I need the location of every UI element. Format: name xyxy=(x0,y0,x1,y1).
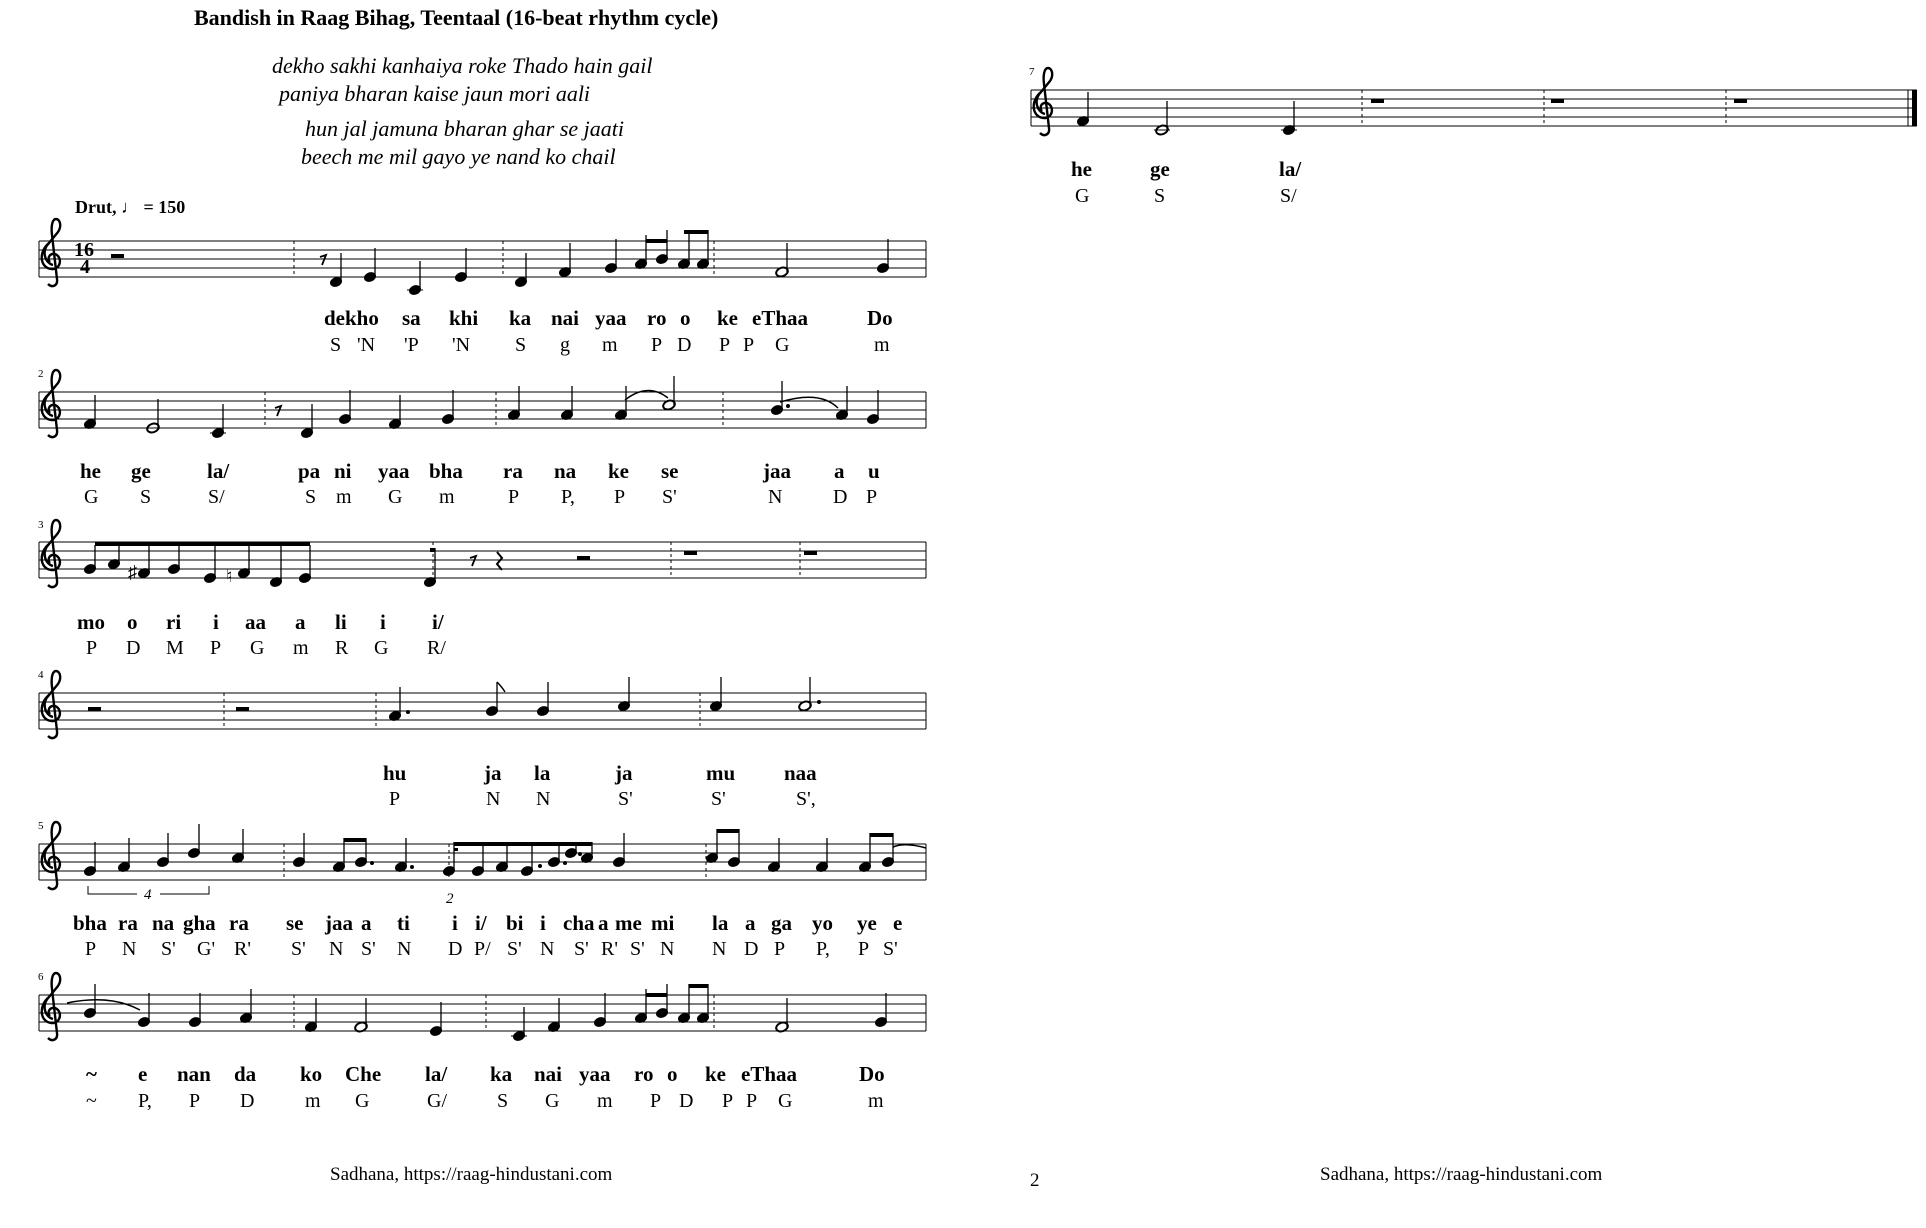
sharp-icon: ♯ xyxy=(128,562,137,582)
syllable: he xyxy=(80,459,101,483)
measure-number: 4 xyxy=(38,669,44,681)
swara: S' xyxy=(507,938,522,960)
footer-credit-right: Sadhana, https://raag-hindustani.com xyxy=(1320,1164,1603,1185)
syllable: gha xyxy=(183,911,216,935)
measure-number: 6 xyxy=(38,971,44,983)
syllable: yo xyxy=(812,911,833,935)
swara: P xyxy=(651,334,663,356)
syllable: ja xyxy=(484,761,502,785)
syllable: ye xyxy=(857,911,877,935)
syllable: bha xyxy=(429,459,463,483)
syllable: o xyxy=(680,306,691,330)
syllable: la/ xyxy=(207,459,230,483)
staff-system-6 xyxy=(39,973,926,1042)
swara: m xyxy=(305,1090,321,1112)
swara: 'N xyxy=(357,334,376,356)
syllable: la/ xyxy=(425,1062,448,1086)
swara: m xyxy=(874,334,890,356)
syllable: ri xyxy=(166,610,182,634)
syllable: Do xyxy=(867,306,893,330)
syllable: cha xyxy=(563,911,595,935)
swara: P xyxy=(210,637,222,659)
swara: g xyxy=(560,334,570,356)
swara: D xyxy=(679,1090,694,1112)
syllable: nai xyxy=(534,1062,563,1086)
tempo-label: Drut, xyxy=(75,197,117,217)
swara: S xyxy=(140,486,152,508)
swara: R xyxy=(335,637,349,659)
syllable: a xyxy=(834,459,845,483)
swara: S', xyxy=(796,788,816,810)
syllable: la xyxy=(712,911,729,935)
syllable: ra xyxy=(503,459,523,483)
syllable: ke xyxy=(717,306,738,330)
staff-system-7 xyxy=(1031,68,1917,136)
swara: 'P xyxy=(404,334,419,356)
syllable: nai xyxy=(551,306,580,330)
swara: R/ xyxy=(427,637,446,659)
syllable: mu xyxy=(706,761,736,785)
syllable: pa xyxy=(298,459,321,483)
syllable: se xyxy=(661,459,679,483)
swara: R' xyxy=(601,938,618,960)
swara: G xyxy=(1075,185,1090,207)
syllable: i xyxy=(452,911,458,935)
swara: M xyxy=(166,637,184,659)
tempo-value: = 150 xyxy=(143,197,186,217)
syllable: dekho xyxy=(324,306,379,330)
swara: D xyxy=(448,938,463,960)
swara: P xyxy=(85,938,97,960)
syllable: a xyxy=(361,911,372,935)
swara: P xyxy=(189,1090,201,1112)
syllable: u xyxy=(868,459,880,483)
swara: D xyxy=(677,334,692,356)
syllable: ga xyxy=(771,911,792,935)
time-sig-top: 16 xyxy=(74,239,94,261)
syllable: khi xyxy=(449,306,479,330)
swara: G xyxy=(775,334,790,356)
swara: S' xyxy=(883,938,898,960)
swara: S/ xyxy=(208,486,225,508)
swara: G xyxy=(374,637,389,659)
swara: D xyxy=(126,637,141,659)
syllable: yaa xyxy=(595,306,627,330)
swara: N xyxy=(660,938,675,960)
swara: S' xyxy=(574,938,589,960)
swara: ~ xyxy=(86,1090,97,1112)
syllable: i/ xyxy=(432,610,444,634)
syllable: i xyxy=(213,610,219,634)
syllable: jaa xyxy=(763,459,791,483)
swara: m xyxy=(602,334,618,356)
swara: D xyxy=(240,1090,255,1112)
swara: S' xyxy=(630,938,645,960)
swara: G' xyxy=(197,938,216,960)
page-number: 2 xyxy=(1030,1170,1040,1191)
swara: G/ xyxy=(427,1090,447,1112)
swara: N xyxy=(329,938,344,960)
syllable: ka xyxy=(490,1062,513,1086)
lyric-line-3: hun jal jamuna bharan ghar se jaati xyxy=(305,116,625,141)
swara: N xyxy=(486,788,501,810)
swara: S xyxy=(497,1090,509,1112)
measure-number: 7 xyxy=(1029,66,1035,78)
swara: D xyxy=(744,938,759,960)
syllable: la xyxy=(534,761,551,785)
syllable: ge xyxy=(1150,157,1170,181)
swara: P xyxy=(614,486,626,508)
swara: S' xyxy=(161,938,176,960)
swara: S xyxy=(515,334,527,356)
footer-credit-left: Sadhana, https://raag-hindustani.com xyxy=(330,1164,613,1185)
swara: m xyxy=(439,486,455,508)
syllable: i xyxy=(380,610,386,634)
syllable: i xyxy=(540,911,546,935)
syllable: nan xyxy=(177,1062,211,1086)
syllable: a xyxy=(295,610,306,634)
swara: P xyxy=(858,938,870,960)
syllable: ke xyxy=(705,1062,726,1086)
swara: S xyxy=(1154,185,1166,207)
swara: S' xyxy=(662,486,677,508)
syllable: o xyxy=(667,1062,678,1086)
syllable: eThaa xyxy=(741,1062,798,1086)
measure-number: 2 xyxy=(38,368,44,380)
swara: N xyxy=(122,938,137,960)
syllable: e xyxy=(138,1062,148,1086)
syllable: ja xyxy=(615,761,633,785)
score-title: Bandish in Raag Bihag, Teentaal (16-beat rhythm cycle) xyxy=(194,5,719,30)
swara: P xyxy=(389,788,401,810)
syllable: me xyxy=(615,911,642,935)
staff-system-5 xyxy=(39,822,926,907)
measure-number: 3 xyxy=(38,519,44,531)
staff-system-3 xyxy=(39,520,926,588)
tuplet-number: 2 xyxy=(446,891,454,907)
time-sig-bottom: 4 xyxy=(80,256,90,278)
swara: P xyxy=(774,938,786,960)
swara: P xyxy=(508,486,520,508)
syllable: he xyxy=(1071,157,1092,181)
syllable: ni xyxy=(334,459,352,483)
swara: P/ xyxy=(474,938,491,960)
measure-number: 5 xyxy=(38,820,44,832)
swara: G xyxy=(778,1090,793,1112)
swara: N xyxy=(397,938,412,960)
syllable: mo xyxy=(77,610,105,634)
syllable: ke xyxy=(608,459,629,483)
natural-icon: ♮ xyxy=(226,566,233,586)
syllable: bha xyxy=(73,911,107,935)
syllable: ka xyxy=(509,306,532,330)
syllable: naa xyxy=(784,761,817,785)
swara: G xyxy=(545,1090,560,1112)
syllable: la/ xyxy=(1279,157,1302,181)
syllable: ra xyxy=(118,911,138,935)
staff-system-2 xyxy=(39,370,926,439)
swara: N xyxy=(768,486,783,508)
syllable: a xyxy=(598,911,609,935)
swara: 'N xyxy=(452,334,471,356)
swara: P, xyxy=(561,486,575,508)
swara: G xyxy=(84,486,99,508)
swara: m xyxy=(336,486,352,508)
syllable: o xyxy=(127,610,138,634)
swara: G xyxy=(355,1090,370,1112)
swara: S xyxy=(330,334,342,356)
swara: P xyxy=(719,334,731,356)
swara: P xyxy=(86,637,98,659)
syllable: ra xyxy=(229,911,249,935)
swara: G xyxy=(388,486,403,508)
lyric-line-4: beech me mil gayo ye nand ko chail xyxy=(301,144,616,169)
syllable: bi xyxy=(506,911,524,935)
swara: P xyxy=(722,1090,734,1112)
syllable: ~ xyxy=(86,1062,97,1086)
swara: S/ xyxy=(1280,185,1297,207)
syllable: i/ xyxy=(475,911,487,935)
swara: R' xyxy=(234,938,251,960)
swara: G xyxy=(250,637,265,659)
staff-system-1 xyxy=(39,219,926,296)
syllable: e xyxy=(893,911,903,935)
quarter-note-icon: ♩ xyxy=(121,197,139,217)
syllable: jaa xyxy=(325,911,353,935)
tuplet-number: 4 xyxy=(144,887,152,903)
swara: P xyxy=(746,1090,758,1112)
syllable: na xyxy=(554,459,577,483)
swara: P xyxy=(866,486,878,508)
syllable: a xyxy=(745,911,756,935)
syllable: eThaa xyxy=(752,306,809,330)
swara: P xyxy=(743,334,755,356)
syllable: ko xyxy=(300,1062,323,1086)
syllable: yaa xyxy=(579,1062,611,1086)
syllable: aa xyxy=(245,610,266,634)
swara: D xyxy=(833,486,848,508)
swara: S' xyxy=(618,788,633,810)
swara: S xyxy=(305,486,317,508)
swara: S' xyxy=(711,788,726,810)
swara: m xyxy=(293,637,309,659)
swara: S' xyxy=(361,938,376,960)
swara: N xyxy=(536,788,551,810)
syllable: li xyxy=(335,610,347,634)
syllable: sa xyxy=(402,306,421,330)
swara: m xyxy=(597,1090,613,1112)
lyric-line-2: paniya bharan kaise jaun mori aali xyxy=(279,81,591,106)
syllable: se xyxy=(286,911,304,935)
syllable: ti xyxy=(397,911,410,935)
syllable: na xyxy=(152,911,175,935)
syllable: yaa xyxy=(378,459,410,483)
staff-system-4 xyxy=(39,671,926,738)
swara: N xyxy=(540,938,555,960)
syllable: ro xyxy=(634,1062,654,1086)
syllable: Che xyxy=(345,1062,382,1086)
swara: m xyxy=(868,1090,884,1112)
syllable: hu xyxy=(383,761,407,785)
syllable: ro xyxy=(647,306,667,330)
swara: S' xyxy=(291,938,306,960)
syllable: Do xyxy=(859,1062,885,1086)
lyric-line-1: dekho sakhi kanhaiya roke Thado hain gail xyxy=(272,53,653,78)
syllable: mi xyxy=(651,911,675,935)
swara: P, xyxy=(138,1090,152,1112)
swara: N xyxy=(712,938,727,960)
swara: P xyxy=(650,1090,662,1112)
syllable: ge xyxy=(131,459,151,483)
swara: P, xyxy=(816,938,830,960)
syllable: da xyxy=(234,1062,257,1086)
